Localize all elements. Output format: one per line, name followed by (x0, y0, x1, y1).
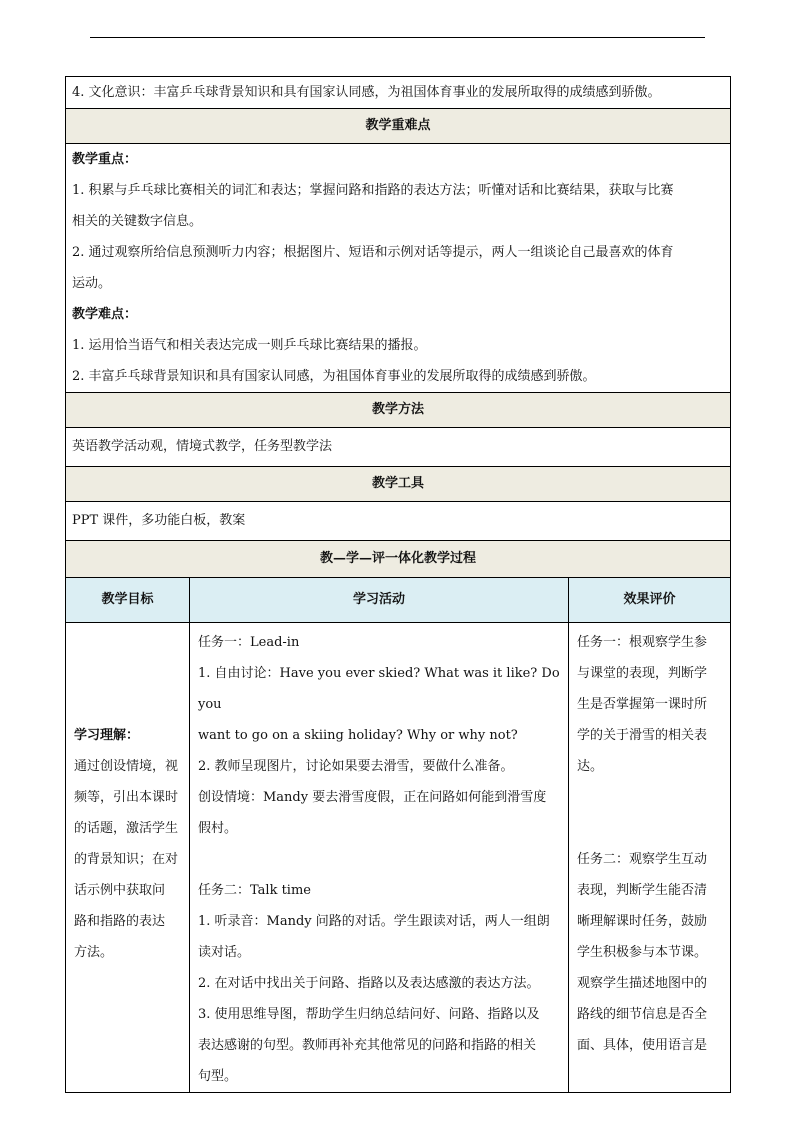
key-point-1-line-1: 1. 积累与乒乓球比赛相关的词汇和表达；掌握问路和指路的表达方法；听懂对话和比赛结果，获取与比赛 (72, 183, 674, 198)
eval1-line: 与课堂的表现，判断学 (577, 666, 708, 681)
key-difficult-header: 教学重难点 (66, 109, 731, 144)
task2-line: 1. 听录音：Mandy 问路的对话。学生跟读对话，两人一组朗 (198, 914, 550, 929)
task1-line: 2. 教师呈现图片，讨论如果要去滑雪，要做什么准备。 (198, 759, 514, 774)
task1-line: 假村。 (198, 821, 238, 836)
key-point-1-line-2: 相关的关键数字信息。 (72, 214, 203, 229)
eval1-line: 学的关于滑雪的相关表 (577, 728, 708, 743)
eval2-line: 晰理解课时任务，鼓励 (577, 914, 708, 929)
goal-line: 话示例中获取问 (74, 883, 166, 898)
task2-line: 3. 使用思维导图，帮助学生归纳总结问好、问路、指路以及 (198, 1007, 540, 1022)
methods-content: 英语教学活动观，情境式教学，任务型教学法 (72, 439, 333, 454)
methods-row (66, 428, 731, 467)
task1-line: 1. 自由讨论：Have you ever skied? What was it like? Do you (198, 666, 560, 712)
eval2-line: 观察学生描述地图中的 (577, 976, 708, 991)
methods-header-row (66, 393, 731, 428)
methods-header: 教学方法 (66, 393, 731, 428)
activity-cell (190, 623, 569, 1093)
process-header-row (66, 541, 731, 578)
task2-line: 表达感谢的句型。教师再补充其他常见的问路和指路的相关 (198, 1038, 537, 1053)
goal-line: 频等，引出本课时 (74, 790, 179, 805)
col-header-goal: 教学目标 (66, 578, 190, 623)
culture-item: 4. 文化意识：丰富乒乓球背景知识和具有国家认同感，为祖国体育事业的发展所取得的成绩感到骄傲。 (72, 85, 661, 100)
eval2-line: 学生积极参与本节课。 (577, 945, 708, 960)
goal-line: 的背景知识；在对 (74, 852, 179, 867)
process-body-row (66, 623, 731, 1093)
goal-line: 的话题，激活学生 (74, 821, 179, 836)
key-difficult-row (66, 144, 731, 393)
tools-header: 教学工具 (66, 467, 731, 502)
lesson-plan-table (65, 76, 731, 1093)
key-difficult-header-row (66, 109, 731, 144)
eval1-line: 任务一：根观察学生参 (577, 635, 708, 650)
difficult-point-1: 1. 运用恰当语气和相关表达完成一则乒乓球比赛结果的播报。 (72, 338, 427, 353)
difficult-point-2: 2. 丰富乒乓球背景知识和具有国家认同感，为祖国体育事业的发展所取得的成绩感到骄傲。 (72, 369, 596, 384)
tools-row (66, 502, 731, 541)
eval1-line: 生是否掌握第一课时所 (577, 697, 708, 712)
goal-title: 学习理解： (74, 728, 140, 743)
eval2-line: 路线的细节信息是否全 (577, 1007, 708, 1022)
goal-cell (66, 623, 190, 1093)
key-points-title: 教学重点： (72, 152, 138, 167)
task2-line: 句型。 (198, 1069, 238, 1084)
task1-line: 创设情境：Mandy 要去滑雪度假，正在问路如何能到滑雪度 (198, 790, 547, 805)
eval1-line: 达。 (577, 759, 604, 774)
key-point-2-line-1: 2. 通过观察所给信息预测听力内容；根据图片、短语和示例对话等提示，两人一组谈论自己最喜欢的体育 (72, 245, 674, 260)
task2-line: 读对话。 (198, 945, 251, 960)
goal-line: 方法。 (74, 945, 114, 960)
process-column-header-row (66, 578, 731, 623)
task2-title: 任务二：Talk time (198, 883, 311, 898)
col-header-eval: 效果评价 (569, 578, 731, 623)
culture-row (66, 77, 731, 109)
task1-title: 任务一：Lead-in (198, 635, 300, 650)
process-header: 教—学—评一体化教学过程 (66, 541, 731, 578)
eval2-line: 表现，判断学生能否清 (577, 883, 708, 898)
task1-line: want to go on a skiing holiday? Why or why not? (198, 728, 518, 743)
eval2-line: 面、具体，使用语言是 (577, 1038, 708, 1053)
key-point-2-line-2: 运动。 (72, 276, 112, 291)
tools-content: PPT 课件，多功能白板，教案 (72, 513, 246, 528)
eval-cell (569, 623, 731, 1093)
header-rule (90, 37, 705, 38)
tools-header-row (66, 467, 731, 502)
col-header-activity: 学习活动 (190, 578, 569, 623)
goal-line: 路和指路的表达 (74, 914, 166, 929)
lesson-plan-document (65, 76, 730, 1093)
goal-line: 通过创设情境，视 (74, 759, 179, 774)
difficult-points-title: 教学难点： (72, 307, 138, 322)
task2-line: 2. 在对话中找出关于问路、指路以及表达感激的表达方法。 (198, 976, 540, 991)
eval2-line: 任务二：观察学生互动 (577, 852, 708, 867)
